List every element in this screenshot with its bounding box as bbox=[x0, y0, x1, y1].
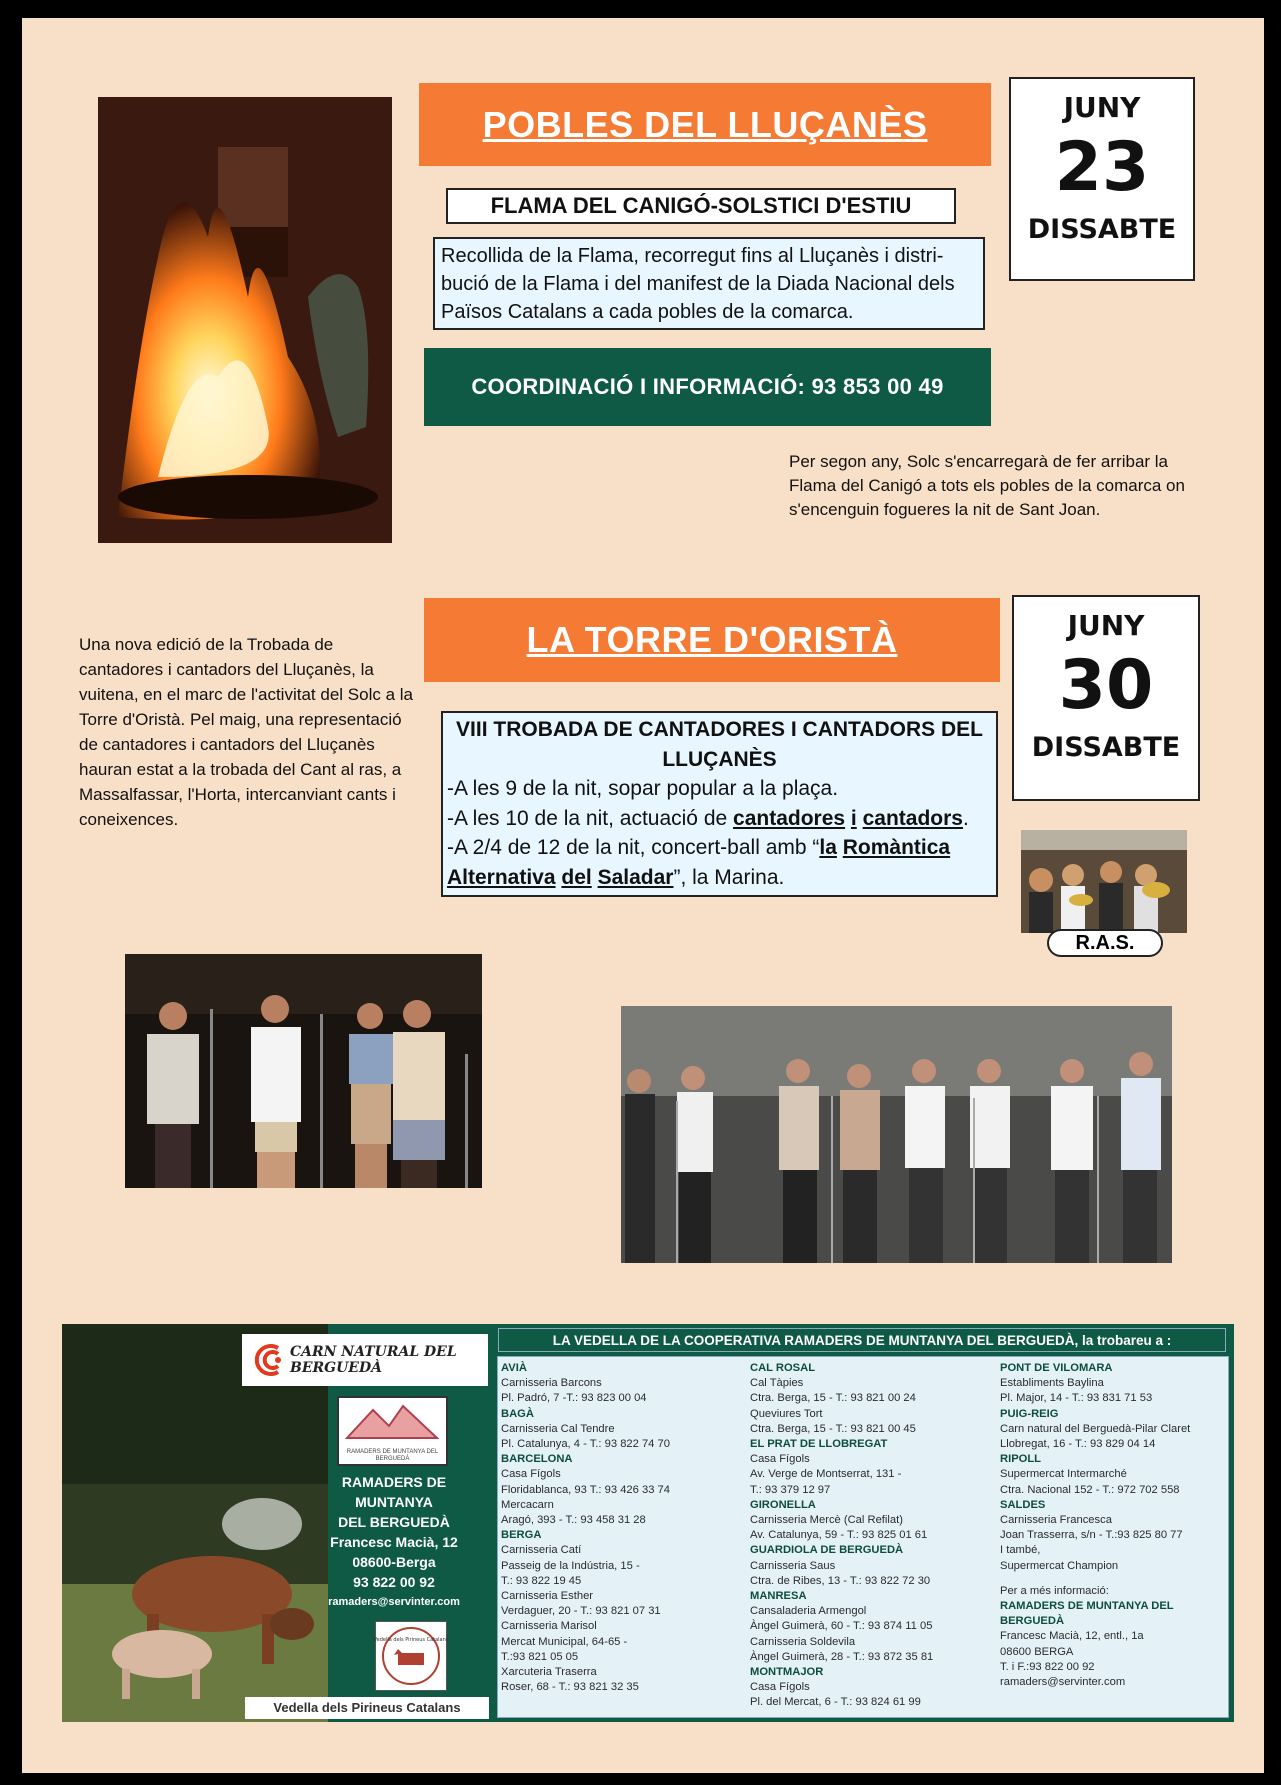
store-line: Casa Fígols bbox=[750, 1453, 810, 1466]
store-town: BAGÀ bbox=[501, 1407, 534, 1420]
stores-column-2 bbox=[750, 1361, 980, 1711]
cooperative-logo-text: RAMADERS DE MUNTANYA DEL BERGUEDÀ bbox=[346, 1449, 439, 1462]
store-line: Ctra. de Ribes, 13 - T.: 93 822 72 30 bbox=[750, 1574, 931, 1587]
magazine-page bbox=[22, 18, 1264, 1773]
store-town-row bbox=[1000, 1498, 1230, 1513]
address-line: MUNTANYA bbox=[355, 1494, 433, 1510]
store-line: T.:93 821 05 05 bbox=[501, 1650, 579, 1663]
store-town-row bbox=[750, 1543, 980, 1558]
store-line: Aragó, 393 - T.: 93 458 31 28 bbox=[501, 1514, 646, 1527]
store-town: CAL ROSAL bbox=[750, 1362, 816, 1374]
store-line: Mercat Municipal, 64-65 - bbox=[501, 1635, 628, 1648]
store-line: Verdaguer, 20 - T.: 93 821 07 31 bbox=[501, 1605, 661, 1618]
seal-text: Vedella dels Pirineus Catalans bbox=[373, 1637, 449, 1643]
address-line: 08600-Berga bbox=[352, 1554, 436, 1570]
store-line: Carnisseria Saus bbox=[750, 1559, 836, 1572]
young-singers-image bbox=[125, 954, 482, 1188]
store-line: Àngel Guimerà, 28 - T.: 93 872 35 81 bbox=[750, 1650, 934, 1663]
store-line: T.: 93 822 19 45 bbox=[501, 1574, 582, 1587]
store-town: BERGA bbox=[501, 1529, 542, 1542]
quality-seal bbox=[375, 1621, 447, 1691]
store-line: T. i F.:93 822 00 92 bbox=[1000, 1660, 1095, 1673]
stores-column-3 bbox=[1000, 1361, 1230, 1690]
program-line-3-saladar: Saladar bbox=[597, 865, 674, 889]
store-town: AVIÀ bbox=[501, 1362, 527, 1374]
store-line: Cal Tàpies bbox=[750, 1377, 804, 1390]
section2-title: LA TORRE D'ORISTÀ bbox=[424, 598, 1000, 682]
store-town-row bbox=[501, 1407, 731, 1422]
store-line: I també, bbox=[1000, 1544, 1041, 1557]
bonfire-photo bbox=[98, 97, 392, 543]
store-town: EL PRAT DE LLOBREGAT bbox=[750, 1438, 888, 1451]
ras-image bbox=[1021, 830, 1187, 933]
store-line: 08600 BERGA bbox=[1000, 1645, 1074, 1658]
store-town: RIPOLL bbox=[1000, 1453, 1042, 1466]
section1-subtitle: FLAMA DEL CANIGÓ-SOLSTICI D'ESTIU bbox=[446, 188, 956, 224]
program-line-2-cantadores: cantadores bbox=[733, 806, 846, 830]
bonfire-image bbox=[98, 97, 392, 543]
store-town-row bbox=[750, 1498, 980, 1513]
program-line-3-alternativa: Alternativa bbox=[447, 865, 556, 889]
store-line: Xarcuteria Traserra bbox=[501, 1666, 597, 1679]
store-town-row bbox=[501, 1528, 731, 1543]
store-line: Carnisseria Esther bbox=[501, 1590, 594, 1603]
store-line: Ctra. Berga, 15 - T.: 93 821 00 24 bbox=[750, 1392, 916, 1405]
store-line: Pl. del Mercat, 6 - T.: 93 824 61 99 bbox=[750, 1696, 921, 1709]
store-line: Per a més informació: bbox=[1000, 1584, 1109, 1597]
program-line-3-la: la bbox=[819, 836, 837, 859]
address-line: RAMADERS DE bbox=[341, 1474, 447, 1490]
ras-label: R.A.S. bbox=[1047, 929, 1163, 957]
seal-icon bbox=[373, 1625, 449, 1687]
brand-banner bbox=[242, 1334, 488, 1386]
program-line-3-del: del bbox=[561, 865, 592, 889]
program-line-3-text: -A 2/4 de 12 de la nit, concert-ball amb “ bbox=[447, 836, 820, 859]
cooperative-address bbox=[324, 1472, 464, 1612]
advert-header: LA VEDELLA DE LA COOPERATIVA RAMADERS DE MUNTANYA DEL BERGUEDÀ, la trobareu a : bbox=[498, 1328, 1226, 1352]
store-town: MANRESA bbox=[750, 1590, 807, 1603]
store-town-row bbox=[750, 1361, 980, 1376]
address-email: ramaders@servinter.com bbox=[328, 1596, 460, 1608]
store-line: Casa Fígols bbox=[501, 1468, 561, 1481]
store-town-row bbox=[1000, 1361, 1230, 1376]
store-town: SALDES bbox=[1000, 1498, 1046, 1511]
store-town-row bbox=[1000, 1614, 1230, 1629]
store-line: Roser, 68 - T.: 93 821 32 35 bbox=[501, 1681, 639, 1694]
store-line: Francesc Macià, 12, entl., 1a bbox=[1000, 1630, 1144, 1643]
address-line: 93 822 00 92 bbox=[353, 1574, 435, 1590]
store-line: T.: 93 379 12 97 bbox=[750, 1483, 831, 1496]
store-line: Carn natural del Berguedà-Pilar Claret bbox=[1000, 1422, 1191, 1435]
store-line: Joan Trasserra, s/n - T.:93 825 80 77 bbox=[1000, 1529, 1183, 1542]
store-line: Av. Catalunya, 59 - T.: 93 825 01 61 bbox=[750, 1529, 928, 1542]
program-line-3 bbox=[447, 833, 992, 892]
store-town: PUIG-REIG bbox=[1000, 1407, 1059, 1420]
store-town-row bbox=[1000, 1599, 1230, 1614]
store-line: Àngel Guimerà, 60 - T.: 93 874 11 05 bbox=[750, 1620, 933, 1633]
stores-column-1 bbox=[501, 1361, 731, 1695]
cooperative-logo bbox=[337, 1396, 448, 1466]
store-line: Pl. Major, 14 - T.: 93 831 71 53 bbox=[1000, 1392, 1153, 1405]
store-line: Carnisseria Barcons bbox=[501, 1377, 602, 1390]
store-line: Casa Fígols bbox=[750, 1681, 810, 1694]
program-line-2-cantadors: cantadors bbox=[862, 806, 963, 830]
store-town: RAMADERS DE MUNTANYA DEL bbox=[1000, 1600, 1174, 1613]
trobada-title: VIII TROBADA DE CANTADORES I CANTADORS DEL LLUÇANÈS bbox=[456, 718, 983, 771]
program-line-2-i: i bbox=[850, 806, 857, 830]
program-line-2-text: -A les 10 de la nit, actuació de bbox=[447, 806, 734, 830]
store-town-row bbox=[750, 1437, 980, 1452]
store-town: MONTMAJOR bbox=[750, 1666, 824, 1679]
store-line: Ctra. Berga, 15 - T.: 93 821 00 45 bbox=[750, 1422, 916, 1435]
program-line-1: -A les 9 de la nit, sopar popular a la plaça. bbox=[447, 777, 839, 800]
meat-advert bbox=[62, 1324, 1234, 1722]
store-town: GIRONELLA bbox=[750, 1498, 816, 1511]
store-line: Carnisseria Mercè (Cal Refilat) bbox=[750, 1514, 903, 1527]
store-line: Av. Verge de Montserrat, 131 - bbox=[750, 1468, 902, 1481]
date-month: JUNY bbox=[1063, 91, 1141, 124]
store-line: Supermercat Intermarché bbox=[1000, 1468, 1127, 1481]
advert-footer: Vedella dels Pirineus Catalans bbox=[245, 1697, 489, 1719]
store-line: Pl. Padró, 7 -T.: 93 823 00 04 bbox=[501, 1392, 647, 1405]
store-town-row bbox=[1000, 1452, 1230, 1467]
stores-panel bbox=[497, 1356, 1229, 1718]
section1-note: Per segon any, Solc s'encarregarà de fer arribar la Flama del Canigó a tots els pobles de la comarca on s'encenguin fogueres la nit de Sant Joan. bbox=[789, 452, 1185, 519]
store-line: Carnisseria Francesca bbox=[1000, 1514, 1112, 1527]
store-line: Carnisseria Cal Tendre bbox=[501, 1422, 615, 1435]
ras-band-photo bbox=[1021, 830, 1187, 933]
date-box-june-23 bbox=[1009, 77, 1195, 281]
section2-side-text: Una nova edició de la Trobada de cantadores i cantadors del Lluçanès, la vuitena, en el marc de l'activitat del Solc a la Torre d'Oristà. Pel maig, una representació de cantadores i cantadors del Lluçanès hauran estat a la trobada del Cant al ras, a Massalfassar, l'Horta, intercanviant cants i coneixences. bbox=[79, 635, 413, 829]
store-town-row bbox=[1000, 1407, 1230, 1422]
store-town: BERGUEDÀ bbox=[1000, 1615, 1065, 1628]
date-weekday: DISSABTE bbox=[1031, 732, 1181, 763]
program-line-3-end: ”, la Marina. bbox=[673, 865, 785, 889]
adult-singers-photo bbox=[621, 1006, 1172, 1263]
store-line: Carnisseria Marisol bbox=[501, 1620, 597, 1633]
mountains-icon bbox=[339, 1398, 446, 1444]
store-line: Queviures Tort bbox=[750, 1407, 823, 1420]
store-line: Passeig de la Indústria, 15 - bbox=[501, 1559, 640, 1572]
store-town-row bbox=[501, 1361, 731, 1376]
store-town: BARCELONA bbox=[501, 1453, 573, 1466]
program-line-3-romantica: Romàntica bbox=[842, 836, 951, 859]
date-month: JUNY bbox=[1067, 609, 1145, 642]
spacer bbox=[1000, 1574, 1230, 1584]
contact-banner: COORDINACIÓ I INFORMACIÓ: 93 853 00 49 bbox=[424, 348, 991, 426]
date-weekday: DISSABTE bbox=[1027, 214, 1177, 245]
brand-logo-icon bbox=[248, 1342, 286, 1378]
store-line: Pl. Catalunya, 4 - T.: 93 822 74 70 bbox=[501, 1438, 670, 1451]
section1-body: Recollida de la Flama, recorregut fins al Lluçanès i distri-bució de la Flama i del manifest de la Diada Nacional dels Països Catalans a cada pobles de la comarca. bbox=[433, 237, 985, 330]
store-line: Ctra. Nacional 152 - T.: 972 702 558 bbox=[1000, 1483, 1180, 1496]
date-box-june-30 bbox=[1012, 595, 1200, 801]
address-line: Francesc Macià, 12 bbox=[330, 1534, 458, 1550]
adult-singers-image bbox=[621, 1006, 1172, 1263]
trobada-program-box bbox=[441, 711, 998, 897]
address-line: DEL BERGUEDÀ bbox=[338, 1514, 450, 1530]
store-town-row bbox=[750, 1665, 980, 1680]
store-town: GUARDIOLA DE BERGUEDÀ bbox=[750, 1544, 904, 1557]
store-line: Cansaladeria Armengol bbox=[750, 1605, 867, 1618]
store-town: PONT DE VILOMARA bbox=[1000, 1362, 1113, 1374]
program-line-2: -A les 10 de la nit, actuació de cantadores i cantadors. bbox=[447, 806, 969, 830]
store-line: Carnisseria Soldevila bbox=[750, 1635, 856, 1648]
young-singers-photo bbox=[125, 954, 482, 1188]
date-day: 23 bbox=[1054, 128, 1150, 207]
section1-title: POBLES DEL LLUÇANÈS bbox=[419, 83, 991, 166]
store-line: Carnisseria Catí bbox=[501, 1544, 582, 1557]
store-line: Establiments Baylina bbox=[1000, 1377, 1104, 1390]
brand-name: CARN NATURAL DEL BERGUEDÀ bbox=[290, 1344, 457, 1376]
store-line: Llobregat, 16 - T.: 93 829 04 14 bbox=[1000, 1438, 1156, 1451]
store-line: ramaders@servinter.com bbox=[1000, 1676, 1126, 1689]
store-line: Floridablanca, 93 T.: 93 426 33 74 bbox=[501, 1483, 670, 1496]
store-town-row bbox=[750, 1589, 980, 1604]
store-line: Mercacarn bbox=[501, 1498, 554, 1511]
date-day: 30 bbox=[1058, 646, 1154, 725]
store-town-row bbox=[501, 1452, 731, 1467]
store-line: Supermercat Champion bbox=[1000, 1559, 1119, 1572]
